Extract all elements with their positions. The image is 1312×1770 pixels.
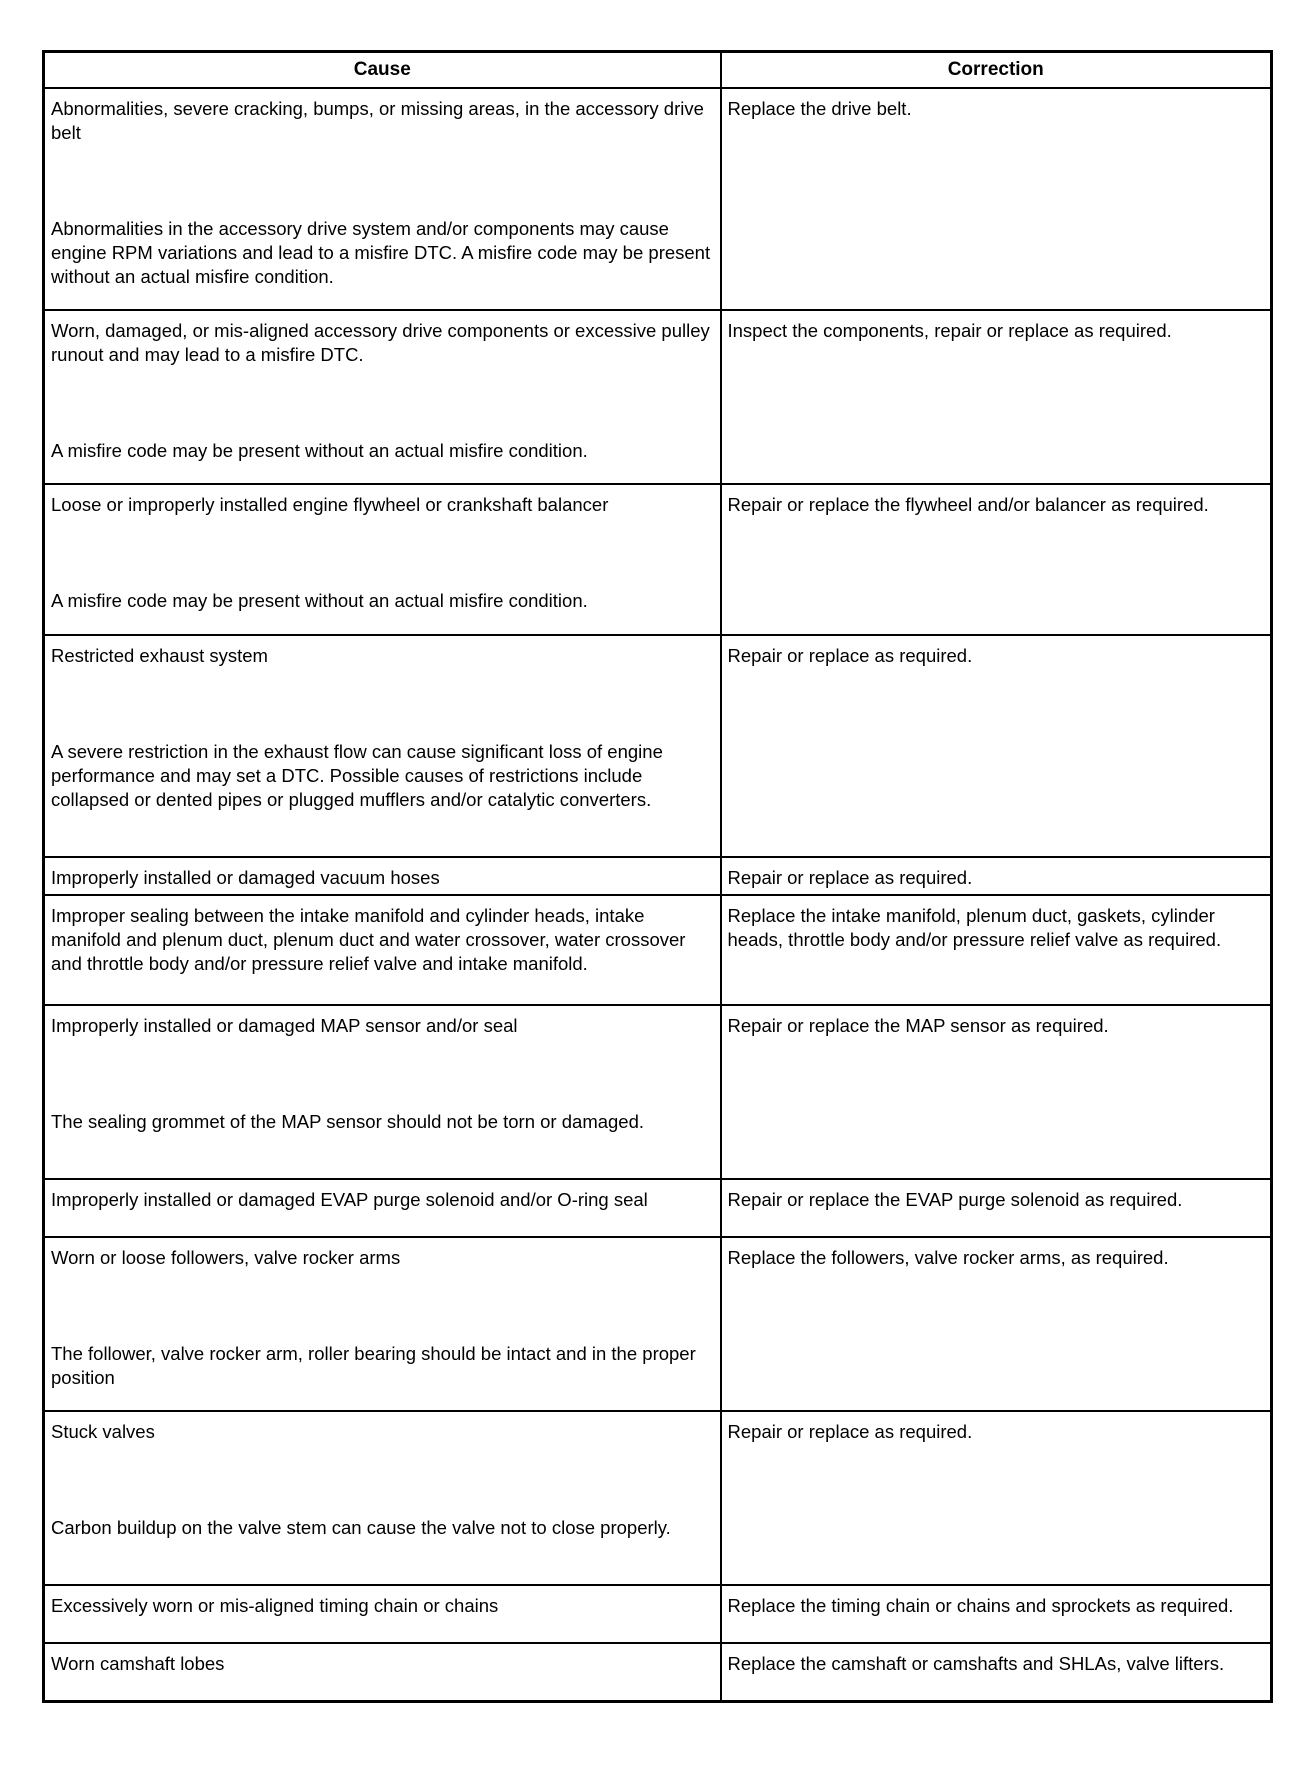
cause-cell bbox=[44, 1237, 721, 1411]
cause-note: Carbon buildup on the valve stem can cause the valve not to close properly. bbox=[51, 1517, 671, 1538]
table-row bbox=[44, 857, 1272, 895]
table-row bbox=[44, 1411, 1272, 1585]
cause-text: Improper sealing between the intake manifold and cylinder heads, intake manifold and plenum duct, plenum duct and water crossover, water crossover and throttle body and/or pressure relief valve and intake manifold. bbox=[51, 905, 686, 974]
cause-cell bbox=[44, 484, 721, 635]
cause-note: Abnormalities in the accessory drive system and/or components may cause engine RPM variations and lead to a misfire DTC. A misfire code may be present without an actual misfire condition. bbox=[51, 218, 711, 287]
cause-cell bbox=[44, 1643, 721, 1701]
correction-cell: Replace the timing chain or chains and sprockets as required. bbox=[721, 1585, 1272, 1643]
cause-note: A misfire code may be present without an actual misfire condition. bbox=[51, 590, 588, 611]
cause-note: A misfire code may be present without an actual misfire condition. bbox=[51, 440, 588, 461]
cause-note: A severe restriction in the exhaust flow can cause significant loss of engine performance and may set a DTC. Possible causes of restrictions include collapsed or dented pipes or plugged mufflers and/or catalytic converters. bbox=[51, 741, 663, 810]
table-row bbox=[44, 88, 1272, 310]
cause-text: Improperly installed or damaged EVAP purge solenoid and/or O-ring seal bbox=[51, 1189, 648, 1210]
correction-cell: Repair or replace as required. bbox=[721, 635, 1272, 857]
table-row bbox=[44, 1179, 1272, 1237]
correction-cell: Replace the intake manifold, plenum duct, gaskets, cylinder heads, throttle body and/or pressure relief valve as required. bbox=[721, 895, 1272, 1005]
cause-text: Worn or loose followers, valve rocker arms bbox=[51, 1247, 401, 1268]
cause-cell bbox=[44, 88, 721, 310]
correction-cell: Repair or replace as required. bbox=[721, 857, 1272, 895]
table-row bbox=[44, 1643, 1272, 1701]
cause-text: Abnormalities, severe cracking, bumps, or missing areas, in the accessory drive belt bbox=[51, 98, 704, 143]
cause-cell bbox=[44, 1585, 721, 1643]
cause-text: Loose or improperly installed engine flywheel or crankshaft balancer bbox=[51, 494, 609, 515]
correction-cell: Repair or replace as required. bbox=[721, 1411, 1272, 1585]
table-row bbox=[44, 895, 1272, 1005]
correction-cell: Replace the camshaft or camshafts and SHLAs, valve lifters. bbox=[721, 1643, 1272, 1701]
cause-cell bbox=[44, 635, 721, 857]
diagnostic-table bbox=[42, 50, 1273, 1703]
cause-cell bbox=[44, 1179, 721, 1237]
cause-note: The follower, valve rocker arm, roller bearing should be intact and in the proper position bbox=[51, 1343, 696, 1388]
correction-cell: Repair or replace the MAP sensor as required. bbox=[721, 1005, 1272, 1179]
table-row bbox=[44, 484, 1272, 635]
correction-column-header: Correction bbox=[721, 52, 1272, 89]
table-row bbox=[44, 1005, 1272, 1179]
cause-cell bbox=[44, 895, 721, 1005]
cause-text: Restricted exhaust system bbox=[51, 645, 268, 666]
cause-cell bbox=[44, 1411, 721, 1585]
cause-cell bbox=[44, 1005, 721, 1179]
table-header-row bbox=[44, 52, 1272, 89]
table-row bbox=[44, 1237, 1272, 1411]
cause-text: Worn, damaged, or mis-aligned accessory drive components or excessive pulley runout and may lead to a misfire DTC. bbox=[51, 320, 710, 365]
cause-cell bbox=[44, 857, 721, 895]
cause-text: Improperly installed or damaged vacuum hoses bbox=[51, 867, 440, 888]
cause-note: The sealing grommet of the MAP sensor should not be torn or damaged. bbox=[51, 1111, 645, 1132]
table-row bbox=[44, 1585, 1272, 1643]
correction-cell: Replace the drive belt. bbox=[721, 88, 1272, 310]
cause-text: Worn camshaft lobes bbox=[51, 1653, 225, 1674]
cause-cell bbox=[44, 310, 721, 484]
correction-cell: Repair or replace the flywheel and/or balancer as required. bbox=[721, 484, 1272, 635]
cause-text: Excessively worn or mis-aligned timing chain or chains bbox=[51, 1595, 499, 1616]
cause-column-header: Cause bbox=[44, 52, 721, 89]
cause-text: Improperly installed or damaged MAP sensor and/or seal bbox=[51, 1015, 518, 1036]
correction-cell: Inspect the components, repair or replace as required. bbox=[721, 310, 1272, 484]
table-row bbox=[44, 635, 1272, 857]
correction-cell: Replace the followers, valve rocker arms, as required. bbox=[721, 1237, 1272, 1411]
cause-text: Stuck valves bbox=[51, 1421, 155, 1442]
correction-cell: Repair or replace the EVAP purge solenoid as required. bbox=[721, 1179, 1272, 1237]
table-row bbox=[44, 310, 1272, 484]
